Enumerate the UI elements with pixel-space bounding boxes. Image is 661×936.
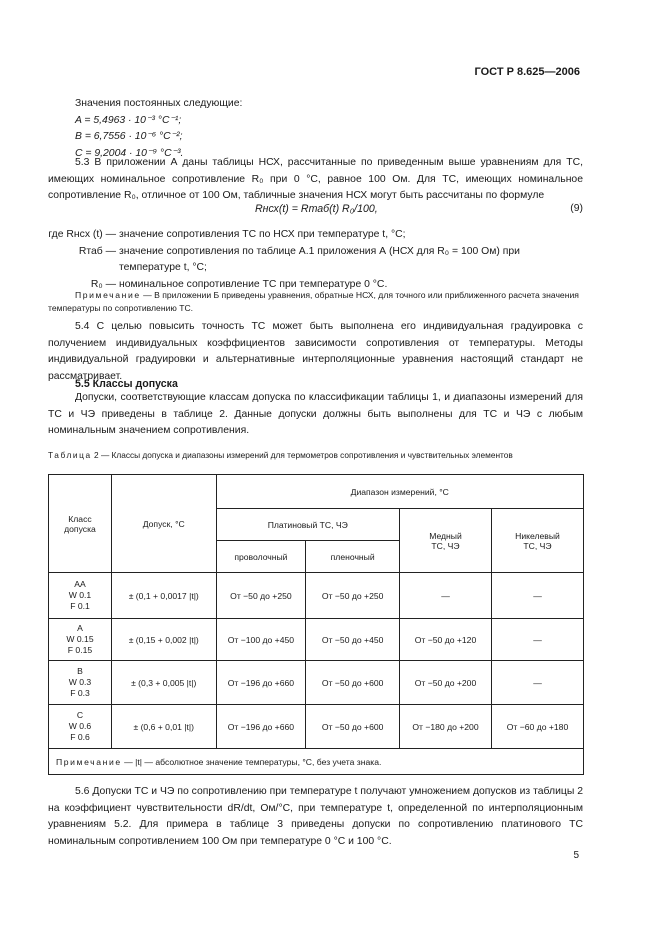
nickel-range-cell: —: [491, 619, 583, 661]
header-copper: Медный ТС, ЧЭ: [400, 509, 492, 573]
class-main: AA: [74, 579, 86, 589]
formula-text: Rнсх(t) = Rтаб(t) R₀/100,: [255, 203, 378, 215]
constants-intro: Значения постоянных следующие:: [75, 98, 243, 109]
class-cell: [49, 661, 112, 705]
header-film: пленочный: [306, 541, 400, 573]
table-caption-text: 2 — Классы допуска и диапазоны измерений для термометров сопротивления и чувствительных элементов: [91, 450, 513, 460]
film-range-cell: От −50 до +600: [306, 705, 400, 749]
class-film: F 0.3: [70, 688, 90, 698]
section-5-5-heading: 5.5 Классы допуска: [75, 378, 178, 390]
paragraph-5-3: [48, 155, 583, 205]
wire-range-cell: От −100 до +450: [216, 619, 306, 661]
class-cell: [49, 619, 112, 661]
class-film: F 0.1: [70, 601, 90, 611]
table-row: [49, 705, 584, 749]
class-cell: [49, 573, 112, 619]
formula-9: [75, 203, 583, 221]
header-wire: проволочный: [216, 541, 306, 573]
paragraph-5-4-text: 5.4 С целью повысить точность ТС может быть выполнена его индивидуальная градуировка с получением индивидуальных коэффициентов зависимости сопротивления от температуры. Методы индивидуальной градуировки и альтернативные интерполяционные уравнения настоящий стандарт не рассматривает.: [48, 321, 583, 383]
tolerance-cell: ± (0,15 + 0,002 |t|): [111, 619, 216, 661]
definitions-list: [48, 227, 583, 294]
film-range-cell: От −50 до +450: [306, 619, 400, 661]
class-film: F 0.6: [70, 732, 90, 742]
class-film: F 0.15: [67, 645, 93, 655]
table-caption: [48, 450, 583, 461]
definition-text: значение сопротивления по таблице А.1 приложения А (НСХ для R₀ = 100 Ом) при температуре t, °С;: [119, 245, 520, 274]
nickel-range-cell: —: [491, 661, 583, 705]
tolerance-cell: ± (0,3 + 0,005 |t|): [111, 661, 216, 705]
class-main: C: [76, 710, 84, 720]
note-1-text: — В приложении Б приведены уравнения, обратные НСХ, для точного или приближенного расчета значения температуры по сопротивлению ТС.: [48, 290, 579, 313]
copper-range-cell: От −50 до +120: [400, 619, 492, 661]
class-main: A: [77, 623, 83, 633]
header-class: Класс допуска: [49, 475, 112, 573]
paragraph-5-6: [48, 784, 583, 851]
table-row: [49, 573, 584, 619]
table-note-label: Примечание: [56, 756, 122, 767]
copper-range-cell: —: [400, 573, 492, 619]
header-range: Диапазон измерений, °С: [216, 475, 583, 509]
constant-a: A = 5,4963 · 10⁻³ °C⁻¹;: [75, 114, 182, 126]
table-note-row: [49, 749, 584, 775]
table-note: [49, 749, 584, 775]
class-wire: W 0.15: [66, 634, 94, 644]
wire-range-cell: От −196 до +660: [216, 705, 306, 749]
header-nickel: Никелевый ТС, ЧЭ: [491, 509, 583, 573]
paragraph-5-5: [48, 390, 583, 440]
class-wire: W 0.6: [68, 721, 92, 731]
film-range-cell: От −50 до +250: [306, 573, 400, 619]
page-number: 5: [573, 850, 579, 861]
paragraph-5-3-text: 5.3 В приложении А даны таблицы НСХ, рассчитанные по приведенным выше уравнениям для ТС, имеющих номинальное сопротивление R₀ при 0 °С, равное 100 Ом. Для ТС, имеющих номинальное сопротивление R₀, отличное от 100 Ом, табличные значения НСХ могут быть рассчитаны по формуле: [48, 157, 583, 202]
nickel-range-cell: —: [491, 573, 583, 619]
class-cell: [49, 705, 112, 749]
tolerance-cell: ± (0,6 + 0,01 |t|): [111, 705, 216, 749]
copper-range-cell: От −50 до +200: [400, 661, 492, 705]
paragraph-5-5-text: Допуски, соответствующие классам допуска по классификации таблицы 1, и диапазоны измерений для ТС и ЧЭ приведены в таблице 2. Данные допуски должны быть выполнены для ТС и ЧЭ с любым номинальным значением сопротивления.: [48, 392, 583, 437]
constants-block: [75, 96, 583, 163]
tolerance-classes-table: [48, 474, 584, 775]
film-range-cell: От −50 до +600: [306, 661, 400, 705]
paragraph-5-4: [48, 319, 583, 386]
wire-range-cell: От −196 до +660: [216, 661, 306, 705]
constant-b: B = 6,7556 · 10⁻⁶ °C⁻²;: [75, 131, 183, 143]
table-row: [49, 661, 584, 705]
definition-text: значение сопротивления ТС по НСХ при температуре t, °С;: [119, 229, 406, 240]
wire-range-cell: От −50 до +250: [216, 573, 306, 619]
class-wire: W 0.1: [68, 590, 92, 600]
note-1-label: Примечание: [75, 290, 141, 300]
copper-range-cell: От −180 до +200: [400, 705, 492, 749]
constant-c: C = 9,2004 · 10⁻⁹ °C⁻³.: [75, 148, 184, 160]
table-row: [49, 619, 584, 661]
formula-number: (9): [570, 203, 583, 214]
paragraph-5-6-text: 5.6 Допуски ТС и ЧЭ по сопротивлению при температуре t получают умножением допусков из таблицы 2 на коэффициент чувствительности dR/dt, Ом/°С, при температуре t, определенной по интерполяционным уравнениям 5.2. Для примера в таблице 3 приведены допуски по сопротивлению платинового ТС номинальным сопротивлением 100 Ом при температуре 0 °С и 100 °С.: [48, 786, 583, 848]
definition-symbol: Rтаб —: [78, 245, 116, 257]
header-platinum: Платиновый ТС, ЧЭ: [216, 509, 399, 541]
definition-row: [48, 227, 583, 244]
note-1: [48, 289, 583, 314]
definition-symbol: R₀ —: [90, 279, 116, 291]
definition-row: [48, 244, 583, 277]
document-code-header: ГОСТ Р 8.625—2006: [474, 66, 580, 78]
header-tolerance: Допуск, °С: [111, 475, 216, 573]
definition-text: номинальное сопротивление ТС при температуре 0 °С.: [119, 279, 388, 291]
tolerance-cell: ± (0,1 + 0,0017 |t|): [111, 573, 216, 619]
class-wire: W 0.3: [68, 677, 92, 687]
table-note-text: — |t| — абсолютное значение температуры, °С, без учета знака.: [121, 756, 382, 767]
nickel-range-cell: От −60 до +180: [491, 705, 583, 749]
definition-symbol: где Rнсх (t) —: [48, 229, 116, 240]
class-main: B: [77, 666, 83, 676]
table-caption-label: Таблица: [48, 450, 92, 460]
